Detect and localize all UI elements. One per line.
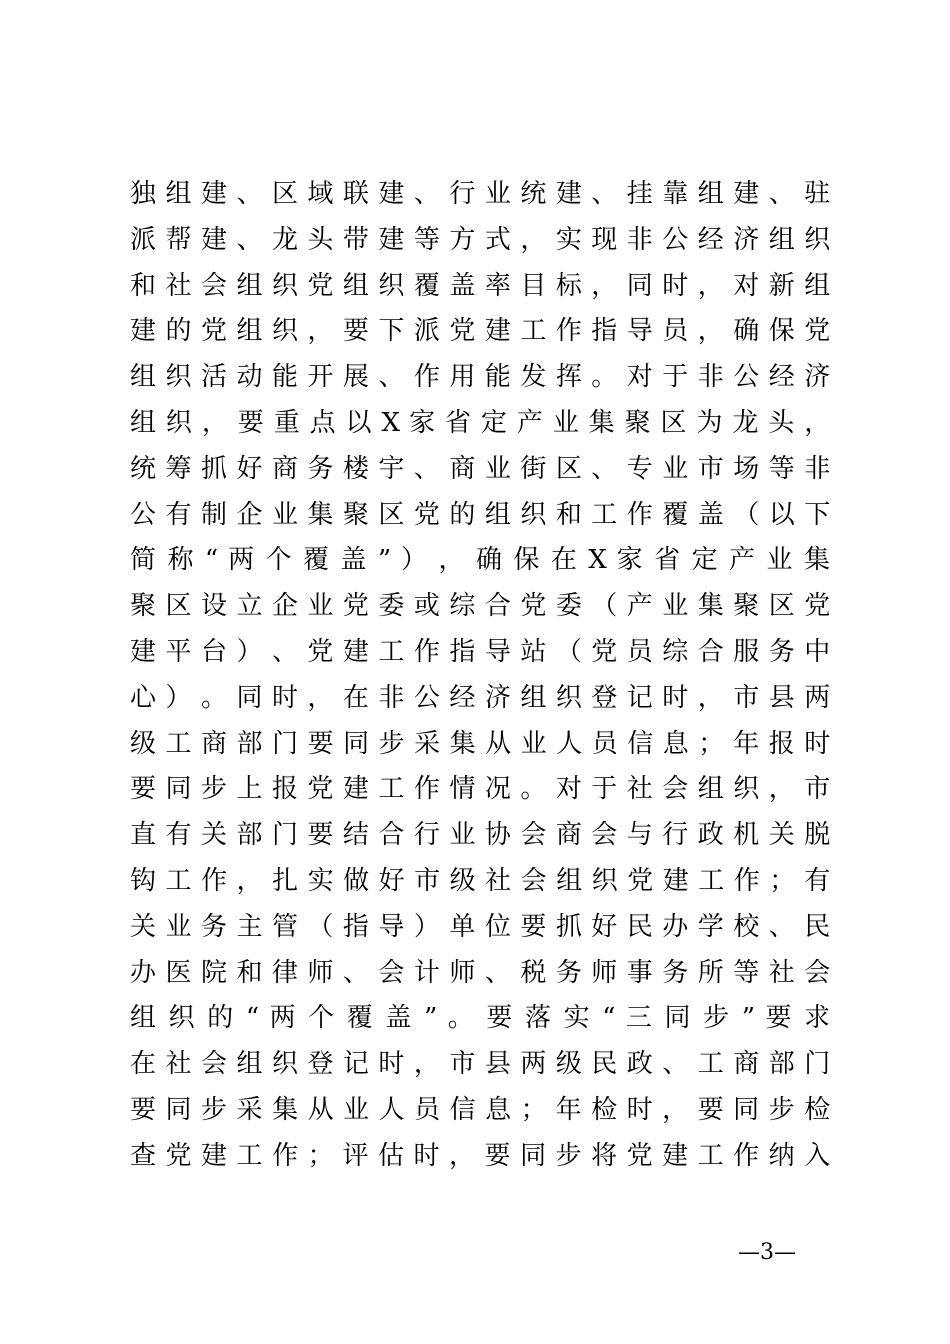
text-line: 心 ） 。 同 时 ， 在 非 公 经 济 组 织 登 记 时 ， 市 县 两 [130,682,830,713]
body-text [130,172,830,1180]
text-line: 查 党 建 工 作 ； 评 估 时 ， 要 同 步 将 党 建 工 作 纳 入 [130,1140,830,1171]
text-line: 公 有 制 企 业 集 聚 区 党 的 组 织 和 工 作 覆 盖 （ 以 下 [130,499,830,530]
text-line: 要 同 步 上 报 党 建 工 作 情 况 。 对 于 社 会 组 织 ， 市 [130,774,830,805]
text-line: 聚 区 设 立 企 业 党 委 或 综 合 党 委 （ 产 业 集 聚 区 党 [130,591,830,622]
text-line: 建 的 党 组 织 ， 要 下 派 党 建 工 作 指 导 员 ， 确 保 党 [130,316,830,347]
text-line: 要 同 步 采 集 从 业 人 员 信 息 ； 年 检 时 ， 要 同 步 检 [130,1094,830,1125]
text-line: 建 平 台 ） 、 党 建 工 作 指 导 站 （ 党 员 综 合 服 务 中 [130,636,830,667]
text-line: 派 帮 建 、 龙 头 带 建 等 方 式 ， 实 现 非 公 经 济 组 织 [130,224,830,255]
text-line: 钩 工 作 ， 扎 实 做 好 市 级 社 会 组 织 党 建 工 作 ； 有 [130,865,830,896]
text-line: 关 业 务 主 管 （ 指 导 ） 单 位 要 抓 好 民 办 学 校 、 民 [130,911,830,942]
text-line: 办 医 院 和 律 师 、 会 计 师 、 税 务 师 事 务 所 等 社 会 [130,957,830,988]
page-number: —3— [738,1240,796,1265]
text-line: 组 织 活 动 能 开 展 、 作 用 能 发 挥 。 对 于 非 公 经 济 [130,362,830,393]
text-line: 独 组 建 、 区 域 联 建 、 行 业 统 建 、 挂 靠 组 建 、 驻 [130,179,830,209]
text-line: 级 工 商 部 门 要 同 步 采 集 从 业 人 员 信 息 ； 年 报 时 [130,728,830,759]
text-line: 组 织 ， 要 重 点 以 X 家 省 定 产 业 集 聚 区 为 龙 头 ， [130,407,830,438]
text-line: 统 筹 抓 好 商 务 楼 宇 、 商 业 街 区 、 专 业 市 场 等 非 [130,453,830,484]
text-line: 和 社 会 组 织 党 组 织 覆 盖 率 目 标 ， 同 时 ， 对 新 组 [130,270,830,301]
text-line: 组 织 的 “ 两 个 覆 盖 ” 。 要 落 实 “ 三 同 步 ” 要 求 [130,1003,830,1034]
text-line: 简 称 “ 两 个 覆 盖 ” ） ， 确 保 在 X 家 省 定 产 业 集 [130,545,830,576]
text-line: 直 有 关 部 门 要 结 合 行 业 协 会 商 会 与 行 政 机 关 脱 [130,820,830,851]
text-line: 在 社 会 组 织 登 记 时 ， 市 县 两 级 民 政 、 工 商 部 门 [130,1049,830,1080]
